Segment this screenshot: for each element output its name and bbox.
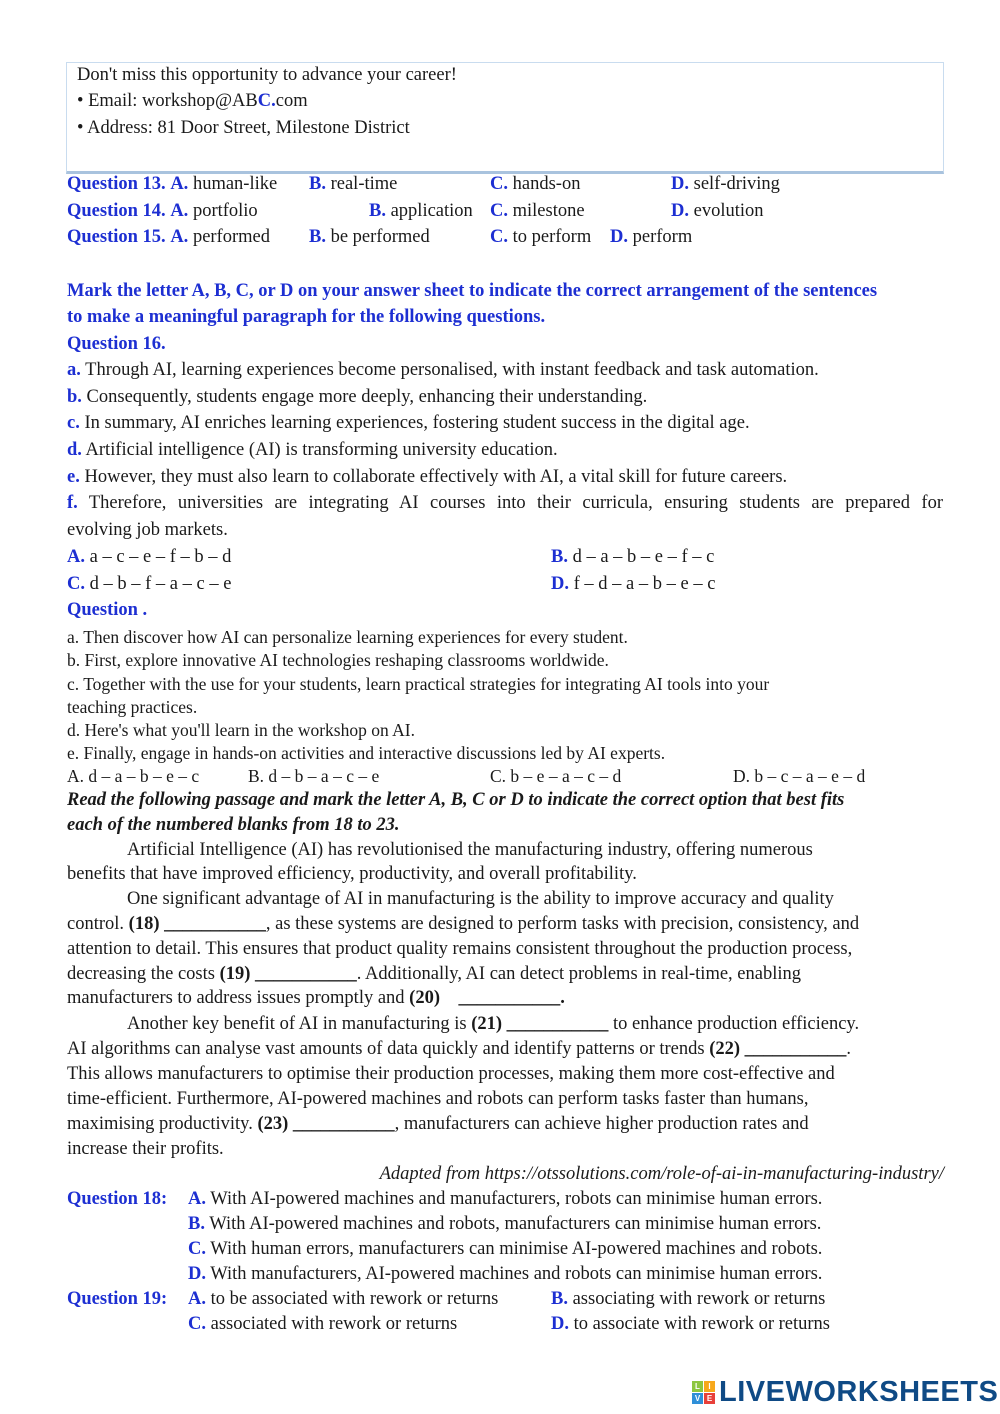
option-b: application: [390, 201, 473, 221]
letter: D.: [671, 201, 689, 221]
passage-line: Artificial Intelligence (AI) has revolutionised the manufacturing industry, offering numerous: [127, 840, 813, 860]
letter: D.: [551, 1314, 569, 1334]
key: d.: [67, 440, 82, 460]
blank-22[interactable]: (22) ___________: [709, 1039, 847, 1059]
text: Another key benefit of AI in manufacturing is: [127, 1014, 467, 1034]
key: b.: [67, 387, 82, 407]
passage-line: [67, 1113, 809, 1135]
q17-option: D. b – c – a – e – d: [733, 766, 866, 786]
sentence-a: [67, 359, 819, 381]
option-a: human-like: [192, 174, 278, 194]
q16-option-c: [67, 573, 231, 595]
notice-line: Don't miss this opportunity to advance your career!: [77, 65, 457, 85]
logo-text: LIVEWORKSHEETS: [719, 1376, 999, 1408]
option-a: performed: [192, 227, 270, 247]
q18-option-b[interactable]: [188, 1213, 821, 1235]
instruction: to make a meaningful paragraph for the following questions.: [67, 307, 546, 327]
passage-line: [67, 963, 801, 985]
sentence-e: [67, 466, 787, 488]
letter: A.: [188, 1289, 206, 1309]
text: control.: [67, 914, 125, 934]
source-citation: Adapted from https://otssolutions.com/role-of-ai-in-manufacturing-industry/: [379, 1164, 944, 1184]
option-text: associating with rework or returns: [572, 1289, 826, 1309]
letter: D.: [188, 1264, 206, 1284]
logo-tiles-icon: [692, 1381, 715, 1404]
q18-label: Question 18:: [67, 1189, 168, 1209]
letter: A.: [170, 174, 189, 194]
q16-option-b: [551, 546, 714, 568]
text: Through AI, learning experiences become personalised, with instant feedback and task automation.: [85, 360, 819, 380]
passage-line: One significant advantage of AI in manufacturing is the ability to improve accuracy and quality: [127, 889, 834, 909]
q19-option-a[interactable]: [188, 1288, 498, 1310]
email-suffix: com: [275, 91, 308, 111]
sentence-b: [67, 386, 647, 408]
letter: C.: [490, 227, 508, 247]
passage-line: [67, 913, 859, 935]
q19-option-c[interactable]: [188, 1313, 457, 1335]
text: However, they must also learn to collaborate effectively with AI, a vital skill for future careers.: [84, 467, 788, 487]
option-c: milestone: [512, 201, 585, 221]
instruction: each of the numbered blanks from 18 to 23.: [67, 815, 400, 835]
q16-option-a: [67, 546, 231, 568]
sentence-f: [67, 492, 943, 514]
notice-address: • Address: 81 Door Street, Milestone District: [77, 118, 410, 138]
letter: A.: [67, 547, 85, 567]
tile: E: [704, 1393, 715, 1404]
letter: C.: [490, 201, 508, 221]
passage-line: attention to detail. This ensures that product quality remains consistent throughout the production process,: [67, 939, 853, 959]
option-text: d – a – b – e – f – c: [572, 547, 715, 567]
text: to enhance production efficiency.: [613, 1014, 860, 1034]
q-label: Question 13.: [67, 174, 166, 194]
letter: B.: [369, 201, 386, 221]
q16-label: Question 16.: [67, 334, 166, 354]
letter: B.: [551, 547, 568, 567]
option-text: With AI-powered machines and robots, manufacturers can minimise human errors.: [209, 1214, 822, 1234]
option-text: to be associated with rework or returns: [210, 1289, 499, 1309]
notice-email: [77, 90, 308, 112]
q17-sentence: teaching practices.: [67, 697, 198, 717]
q18-option-a[interactable]: [188, 1188, 822, 1210]
option-d: self-driving: [693, 174, 780, 194]
q17-label: Question .: [67, 600, 148, 620]
letter: C.: [490, 174, 508, 194]
text: Artificial intelligence (AI) is transforming university education.: [85, 440, 558, 460]
instruction: Read the following passage and mark the letter A, B, C or D to indicate the correct option that best fits: [67, 790, 845, 810]
letter: A.: [188, 1189, 206, 1209]
tile: V: [692, 1393, 703, 1404]
text: , as these systems are designed to perform tasks with precision, consistency, and: [265, 914, 860, 934]
text: , manufacturers can achieve higher production rates and: [394, 1114, 809, 1134]
option-text: With manufacturers, AI-powered machines and robots can minimise human errors.: [210, 1264, 823, 1284]
letter: A.: [170, 227, 189, 247]
email-c: C.: [257, 91, 276, 111]
q17-sentence: a. Then discover how AI can personalize learning experiences for every student.: [67, 627, 628, 647]
option-text: associated with rework or returns: [210, 1314, 458, 1334]
passage-line: [127, 1013, 859, 1035]
sentence-f-cont: evolving job markets.: [67, 520, 228, 540]
option-d: evolution: [693, 201, 764, 221]
text: AI algorithms can analyse vast amounts of data quickly and identify patterns or trends: [67, 1039, 705, 1059]
option-a: portfolio: [192, 201, 258, 221]
q19-option-d[interactable]: [551, 1313, 830, 1335]
q-label: Question 14.: [67, 201, 166, 221]
q19-label: Question 19:: [67, 1289, 168, 1309]
liveworksheets-logo: [692, 1376, 998, 1409]
q17-option: B. d – b – a – c – e: [248, 766, 380, 786]
q19-option-b[interactable]: [551, 1288, 825, 1310]
letter: D.: [671, 174, 689, 194]
text: manufacturers to address issues promptly and: [67, 988, 405, 1008]
passage-line: [67, 987, 565, 1009]
option-c: hands-on: [512, 174, 581, 194]
option-text: d – b – f – a – c – e: [89, 574, 232, 594]
passage-line: benefits that have improved efficiency, productivity, and overall profitability.: [67, 864, 637, 884]
q17-sentence: d. Here's what you'll learn in the workshop on AI.: [67, 720, 415, 740]
letter: C.: [188, 1239, 206, 1259]
text: Consequently, students engage more deeply, enhancing their understanding.: [86, 387, 648, 407]
letter: D.: [610, 227, 628, 247]
option-b: real-time: [330, 174, 398, 194]
q17-option: C. b – e – a – c – d: [490, 766, 622, 786]
key: f.: [67, 493, 78, 513]
blank-23[interactable]: (23) ___________: [257, 1114, 395, 1134]
text: . Additionally, AI can detect problems in real-time, enabling: [356, 964, 801, 984]
letter: B.: [188, 1214, 205, 1234]
option-b: be performed: [330, 227, 430, 247]
letter: C.: [67, 574, 85, 594]
sentence-d: [67, 439, 558, 461]
option-text: With AI-powered machines and manufacturers, robots can minimise human errors.: [210, 1189, 823, 1209]
blank-19[interactable]: (19) ___________: [219, 964, 357, 984]
key: e.: [67, 467, 80, 487]
text: .: [846, 1039, 852, 1059]
blank-21[interactable]: (21) ___________: [471, 1014, 609, 1034]
key: a.: [67, 360, 81, 380]
letter: C.: [188, 1314, 206, 1334]
passage-line: increase their profits.: [67, 1139, 224, 1159]
letter: A.: [170, 201, 189, 221]
letter: B.: [309, 227, 326, 247]
option-d: perform: [632, 227, 693, 247]
sentence-c: [67, 412, 750, 434]
letter: B.: [551, 1289, 568, 1309]
option-text: f – d – a – b – e – c: [573, 574, 716, 594]
tile: L: [692, 1381, 703, 1392]
text: In summary, AI enriches learning experiences, fostering student success in the digital age.: [84, 413, 750, 433]
option-text: a – c – e – f – b – d: [89, 547, 232, 567]
q17-sentence: b. First, explore innovative AI technologies reshaping classrooms worldwide.: [67, 650, 609, 670]
key: c.: [67, 413, 80, 433]
blank-20[interactable]: (20) ___________.: [409, 988, 565, 1008]
q17-option: A. d – a – b – e – c: [67, 766, 200, 786]
q17-sentence: c. Together with the use for your students, learn practical strategies for integrating AI tools into your: [67, 674, 770, 694]
option-text: With human errors, manufacturers can minimise AI-powered machines and robots.: [210, 1239, 823, 1259]
q18-option-d[interactable]: [188, 1263, 822, 1285]
passage-line: time-efficient. Furthermore, AI-powered machines and robots can perform tasks faster than humans,: [67, 1089, 809, 1109]
letter: B.: [309, 174, 326, 194]
q17-sentence: e. Finally, engage in hands-on activities and interactive discussions led by AI experts.: [67, 743, 666, 763]
option-text: to associate with rework or returns: [573, 1314, 830, 1334]
q-label: Question 15.: [67, 227, 166, 247]
text: Therefore, universities are integrating AI courses into their curricula, ensuring students are prepared for: [88, 493, 943, 513]
q16-option-d: [551, 573, 715, 595]
q18-option-c[interactable]: [188, 1238, 822, 1260]
email-prefix: • Email: workshop@AB: [77, 91, 258, 111]
blank-18[interactable]: (18) ___________: [128, 914, 266, 934]
tile: I: [704, 1381, 715, 1392]
text: decreasing the costs: [67, 964, 215, 984]
text: maximising productivity.: [67, 1114, 253, 1134]
instruction: Mark the letter A, B, C, or D on your answer sheet to indicate the correct arrangement of the sentences: [67, 281, 878, 301]
passage-line: This allows manufacturers to optimise their production processes, making them more cost-effective and: [67, 1064, 835, 1084]
passage-line: [67, 1038, 851, 1060]
letter: D.: [551, 574, 569, 594]
option-c: to perform: [512, 227, 592, 247]
